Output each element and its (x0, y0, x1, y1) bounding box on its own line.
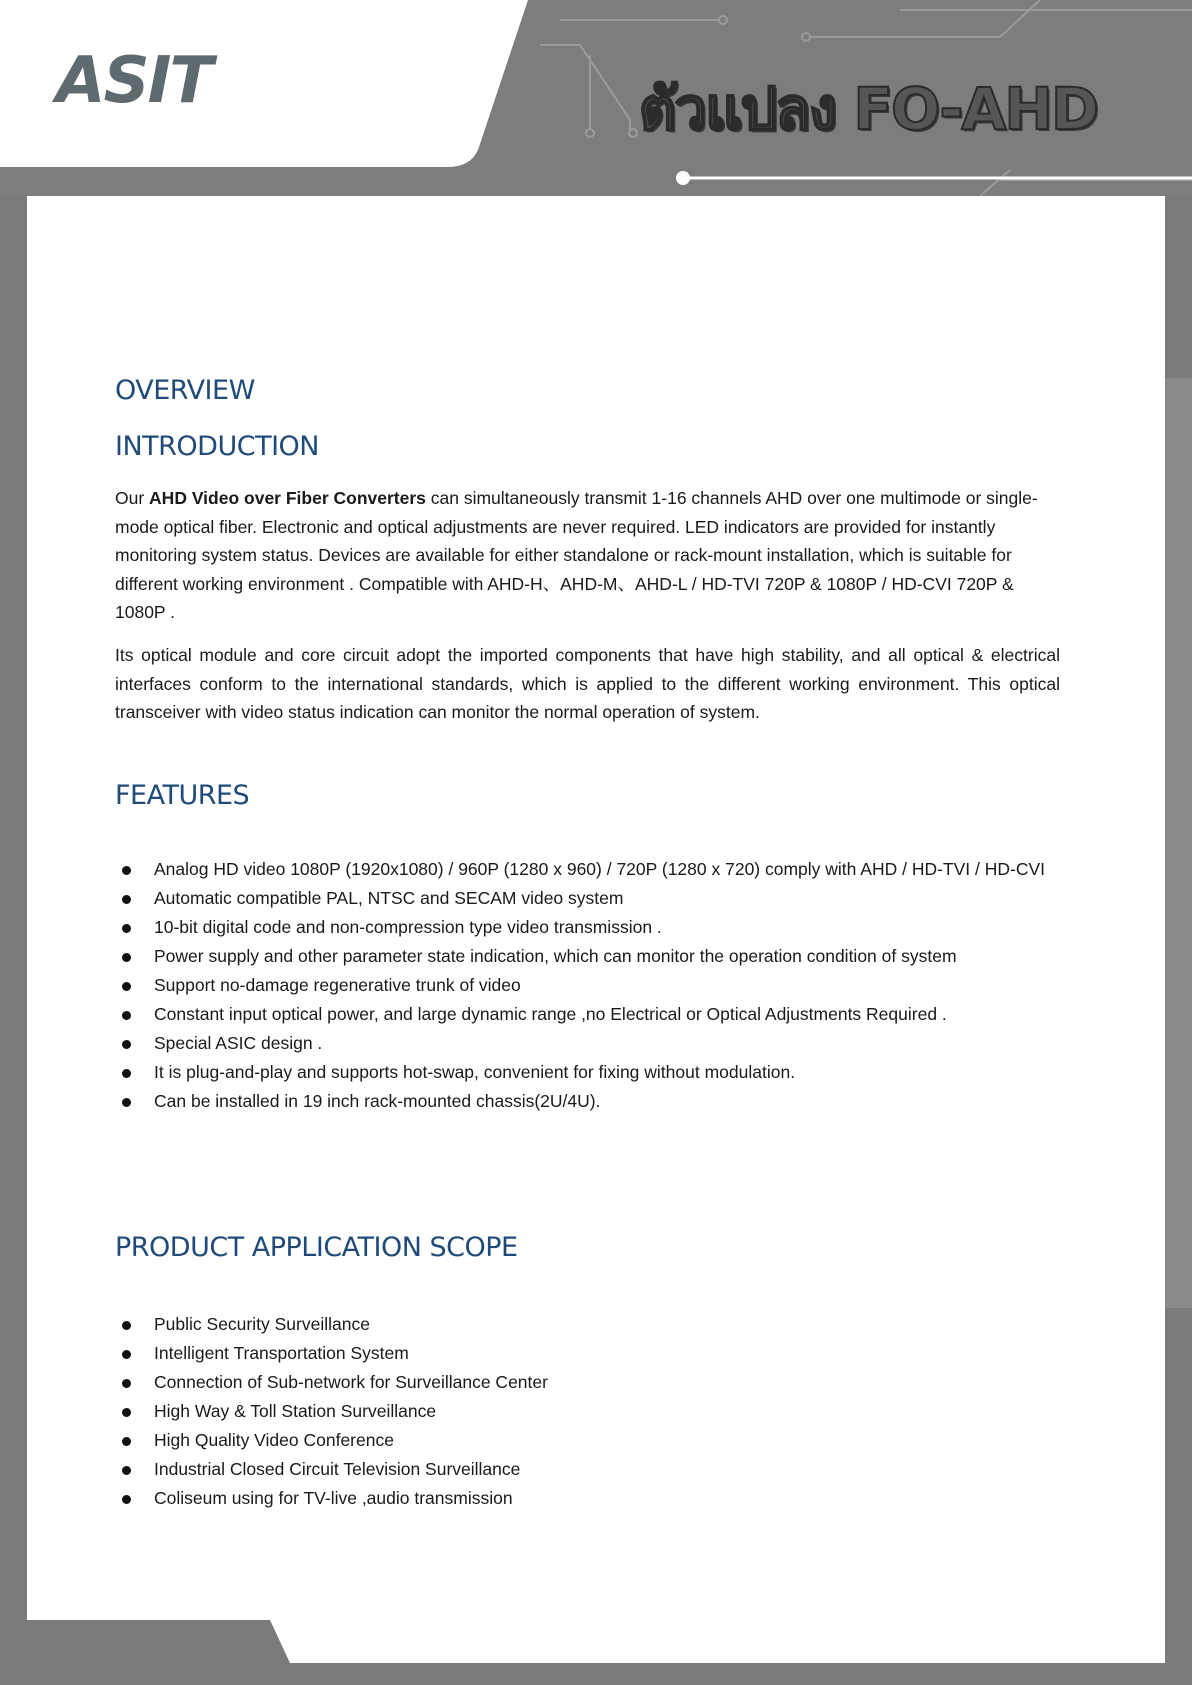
bullet-icon (122, 982, 131, 991)
list-item-text: Public Security Surveillance (154, 1314, 370, 1334)
bullet-icon (122, 1379, 131, 1388)
list-item-text: It is plug-and-play and supports hot-swap, convenient for fixing without modulation. (154, 1062, 796, 1082)
list-item (115, 1368, 1060, 1397)
list-item-text: Support no-damage regenerative trunk of video (154, 975, 521, 995)
bullet-icon (122, 895, 131, 904)
list-item-text: 10-bit digital code and non-compression type video transmission . (154, 917, 662, 937)
list-item (115, 1426, 1060, 1455)
list-item (115, 1058, 1060, 1087)
bullet-icon (122, 866, 131, 875)
list-item-text: Power supply and other parameter state indication, which can monitor the operation condition of system (154, 946, 957, 966)
bullet-icon (122, 1495, 131, 1504)
list-item-text: High Way & Toll Station Surveillance (154, 1401, 437, 1421)
bullet-icon (122, 1350, 131, 1359)
list-item (115, 1000, 1060, 1029)
list-item-text: Special ASIC design . (154, 1033, 323, 1053)
list-item (115, 1339, 1060, 1368)
document-title: ตัวแปลง FO-AHD (638, 75, 1097, 143)
logo-text: ASIT (56, 44, 212, 118)
introduction-paragraph-2: Its optical module and core circuit adopt the imported components that have high stability, and all optical & electrical interfaces conform to the international standards, which is applied to the different working environment. This optical transceiver with video status indication can monitor the normal operation of system. (115, 645, 1060, 722)
list-item-text: Industrial Closed Circuit Television Surveillance (154, 1459, 521, 1479)
bullet-icon (122, 1098, 131, 1107)
list-item (115, 1310, 1060, 1339)
features-list (115, 855, 1060, 1116)
list-item (115, 1087, 1060, 1116)
bullet-icon (122, 953, 131, 962)
intro-prefix: Our (115, 488, 150, 508)
bullet-icon (122, 1466, 131, 1475)
list-item (115, 1455, 1060, 1484)
list-item (115, 1397, 1060, 1426)
list-item (115, 942, 1060, 971)
list-item-text: Constant input optical power, and large dynamic range ,no Electrical or Optical Adjustments Required . (154, 1004, 947, 1024)
introduction-heading: INTRODUCTION (115, 431, 319, 462)
application-scope-list (115, 1310, 1060, 1513)
list-item-text: Automatic compatible PAL, NTSC and SECAM video system (154, 888, 624, 908)
intro-rest: can simultaneously transmit 1-16 channels AHD over one multimode or single-mode optical fiber. Electronic and optical adjustments are never required. LED indicators are provided for instantly monitoring system status. Devices are available for either standalone or rack-mount installation, which is suitable for different working environment . Compatible with AHD-H、AHD-M、AHD-L / HD-TVI 720P & 1080P / HD-CVI 720P & 1080P . (115, 488, 1038, 622)
application-scope-heading: PRODUCT APPLICATION SCOPE (115, 1232, 518, 1263)
list-item-text: Can be installed in 19 inch rack-mounted chassis(2U/4U). (154, 1091, 601, 1111)
overview-heading: OVERVIEW (115, 375, 255, 406)
list-item-text: Intelligent Transportation System (154, 1343, 409, 1363)
list-item (115, 884, 1060, 913)
list-item-text: High Quality Video Conference (154, 1430, 394, 1450)
list-item (115, 1029, 1060, 1058)
introduction-paragraph-1 (115, 484, 1060, 627)
bullet-icon (122, 1011, 131, 1020)
list-item (115, 855, 1060, 884)
list-item-text: Coliseum using for TV-live ,audio transmission (154, 1488, 513, 1508)
bullet-icon (122, 1437, 131, 1446)
list-item (115, 971, 1060, 1000)
footer-band (0, 1620, 1192, 1685)
asit-logo (51, 44, 217, 118)
bullet-icon (122, 1040, 131, 1049)
bullet-icon (122, 1321, 131, 1330)
bullet-icon (122, 1408, 131, 1417)
bullet-icon (122, 1069, 131, 1078)
list-item (115, 1484, 1060, 1513)
list-item-text: Analog HD video 1080P (1920x1080) / 960P (1280 x 960) / 720P (1280 x 720) comply with AHD / HD-TVI / HD-CVI (154, 859, 1046, 879)
bullet-icon (122, 924, 131, 933)
intro-product-name: AHD Video over Fiber Converters (149, 488, 426, 508)
list-item-text: Connection of Sub-network for Surveillance Center (154, 1372, 548, 1392)
features-heading: FEATURES (115, 780, 250, 811)
list-item (115, 913, 1060, 942)
